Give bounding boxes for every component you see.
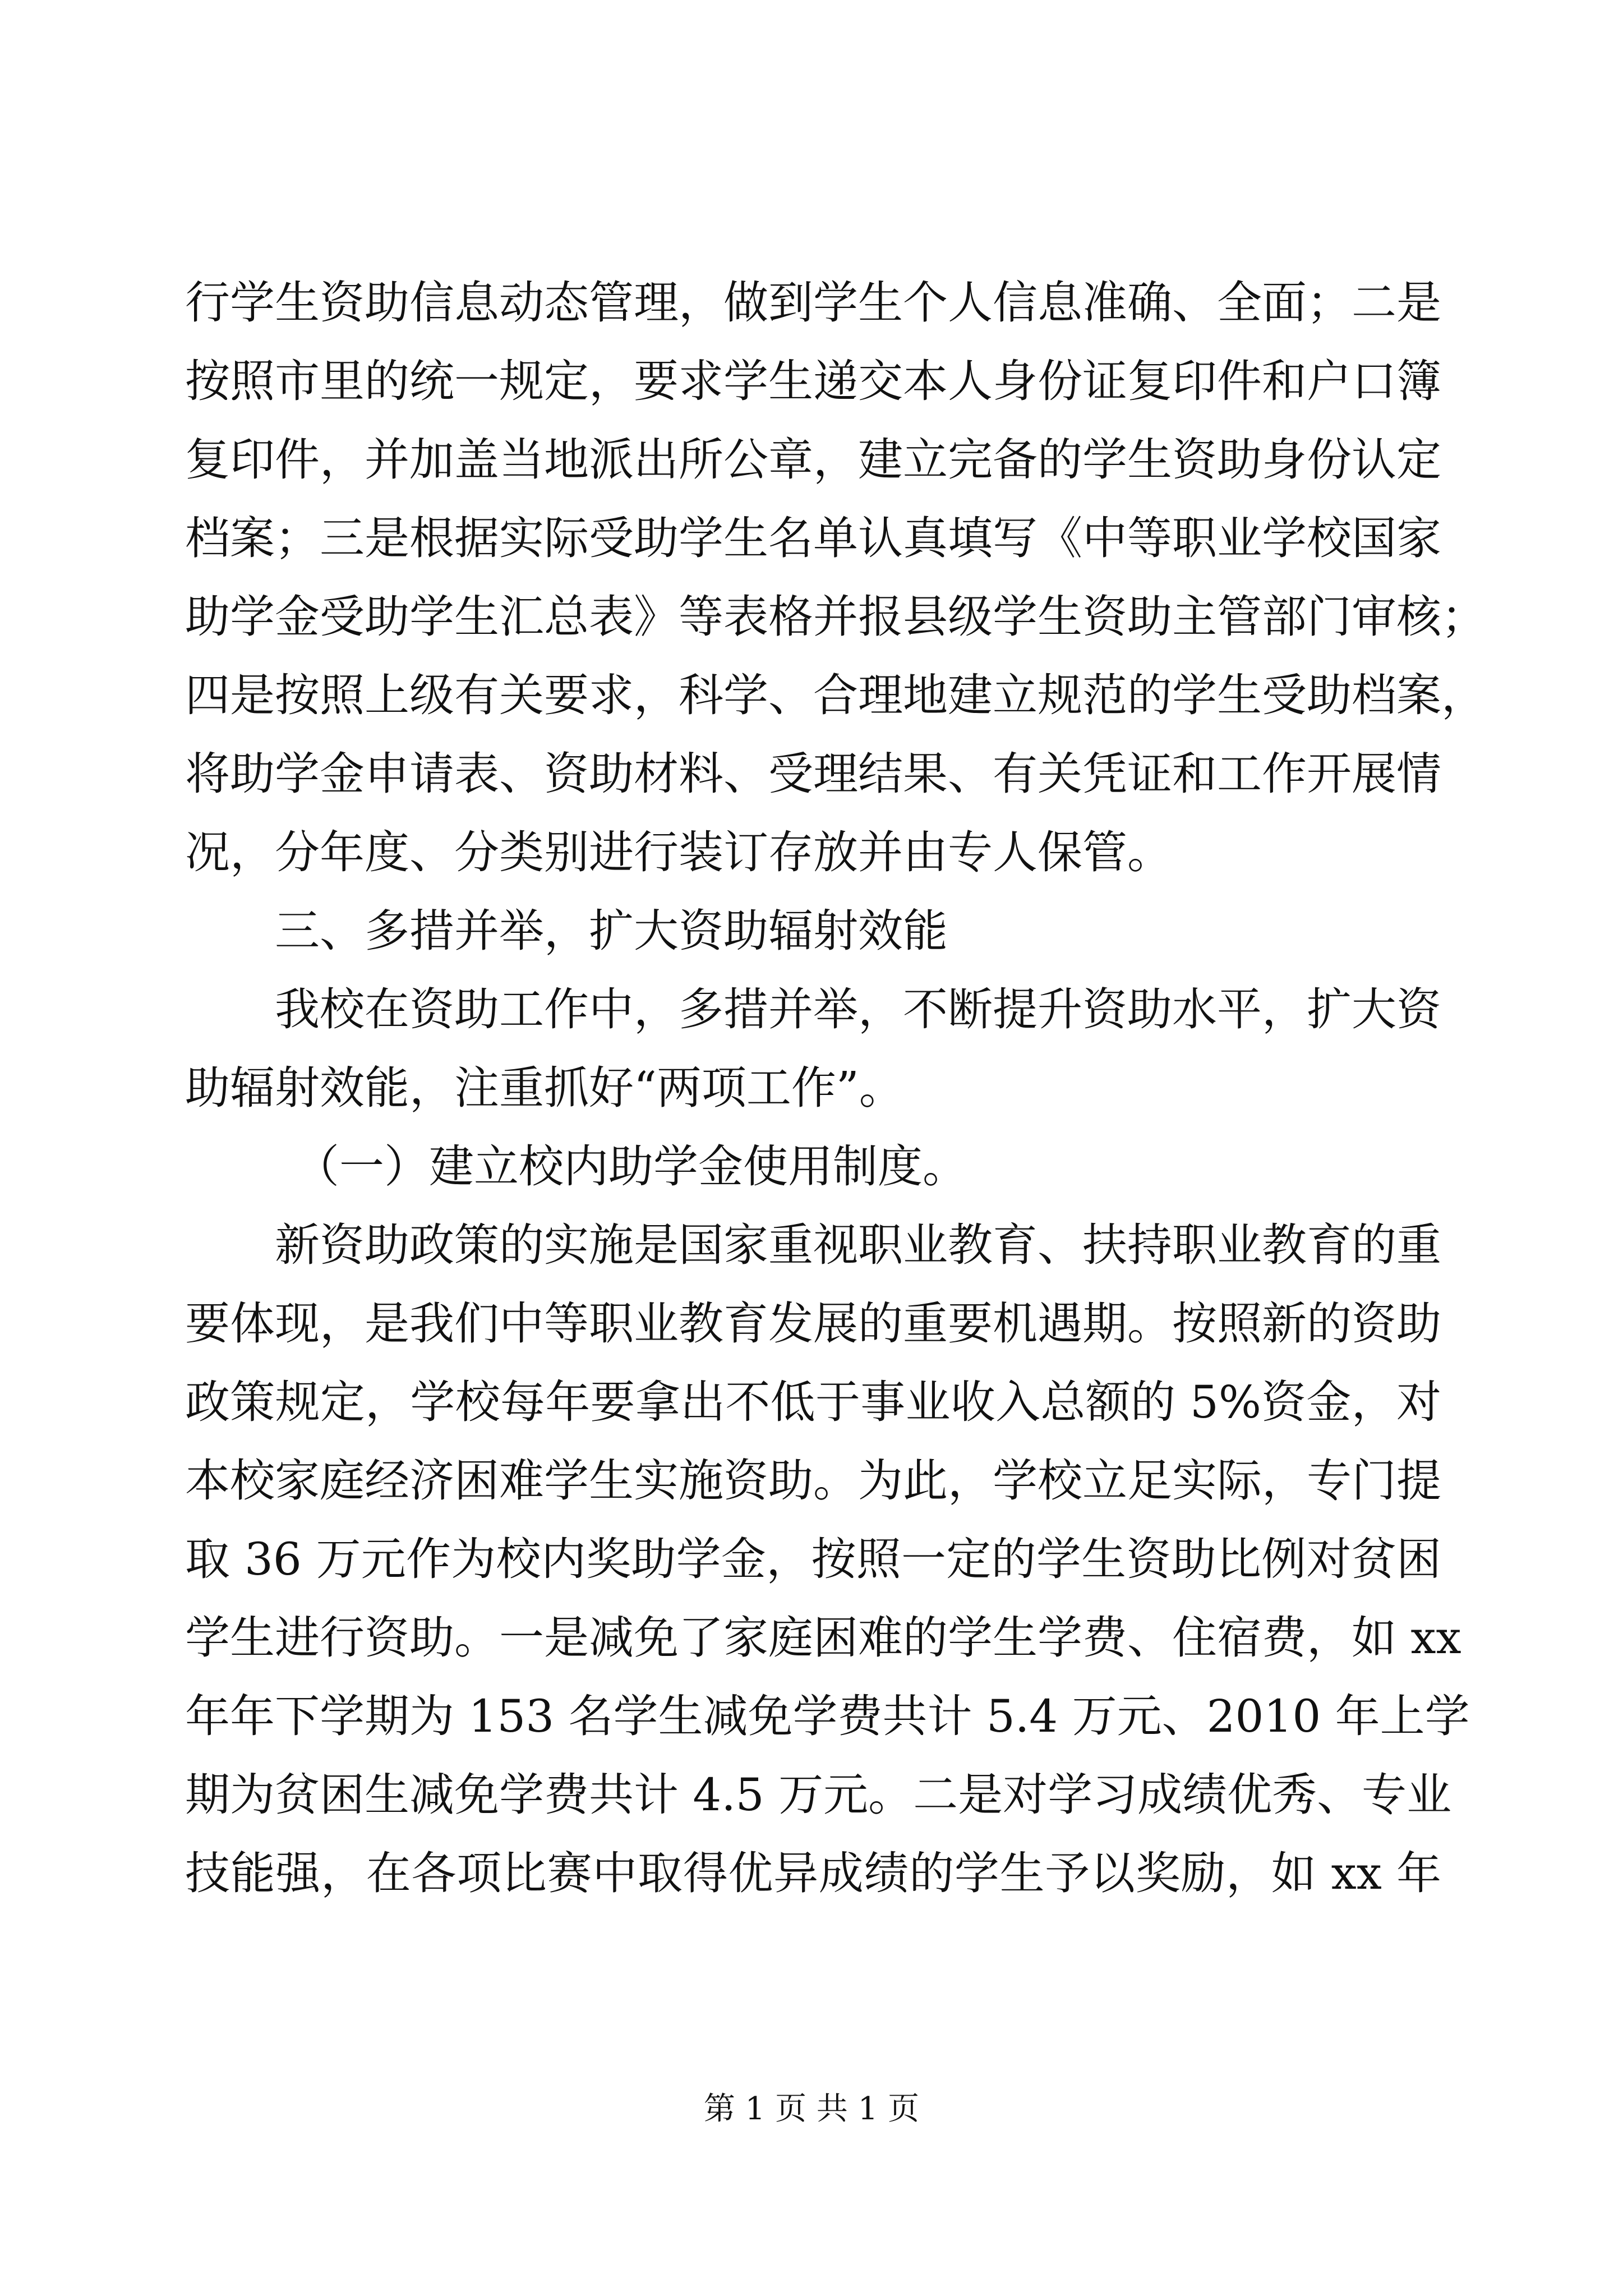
body-line: 期为贫困生减免学费共计 4.5 万元。二是对学习成绩优秀、专业 [185,1769,1452,1821]
body-line: 行学生资助信息动态管理，做到学生个人信息准确、全面；二是 [185,277,1441,329]
body-line: 助辐射效能，注重抓好“两项工作”。 [185,1062,904,1114]
body-line: 技能强，在各项比赛中取得优异成绩的学生予以奖励，如 xx 年 [185,1847,1441,1899]
body-line: 年年下学期为 153 名学生减免学费共计 5.4 万元、2010 年上学 [185,1690,1470,1742]
subsection-heading: （一）建立校内助学金使用制度。 [294,1140,967,1193]
body-line: 要体现，是我们中等职业教育发展的重要机遇期。按照新的资助 [185,1297,1441,1350]
body-line: 四是按照上级有关要求，科学、合理地建立规范的学生受助档案， [185,669,1486,721]
body-line: 本校家庭经济困难学生实施资助。为此，学校立足实际，专门提 [185,1455,1441,1507]
body-line: 况，分年度、分类别进行装订存放并由专人保管。 [185,826,1172,878]
body-line: 新资助政策的实施是国家重视职业教育、扶持职业教育的重 [275,1219,1441,1271]
body-line: 将助学金申请表、资助材料、受理结果、有关凭证和工作开展情 [185,748,1441,800]
body-line: 助学金受助学生汇总表》等表格并报县级学生资助主管部门审核； [185,591,1486,643]
body-line: 政策规定，学校每年要拿出不低于事业收入总额的 5%资金，对 [185,1376,1441,1428]
section-heading: 三、多措并举，扩大资助辐射效能 [275,905,948,957]
body-line: 按照市里的统一规定，要求学生递交本人身份证复印件和户口簿 [185,355,1441,407]
document-body [185,264,1486,1913]
body-line: 我校在资助工作中，多措并举，不断提升资助水平，扩大资 [275,983,1441,1036]
page-number: 第 1 页 共 1 页 [703,2091,920,2127]
body-line: 取 36 万元作为校内奖助学金，按照一定的学生资助比例对贫困 [185,1533,1441,1585]
body-line: 档案；三是根据实际受助学生名单认真填写《中等职业学校国家 [185,512,1441,564]
page-footer [0,2087,1623,2132]
body-line: 学生进行资助。一是减免了家庭困难的学生学费、住宿费，如 xx [185,1612,1461,1664]
body-line: 复印件，并加盖当地派出所公章，建立完备的学生资助身份认定 [185,434,1441,486]
